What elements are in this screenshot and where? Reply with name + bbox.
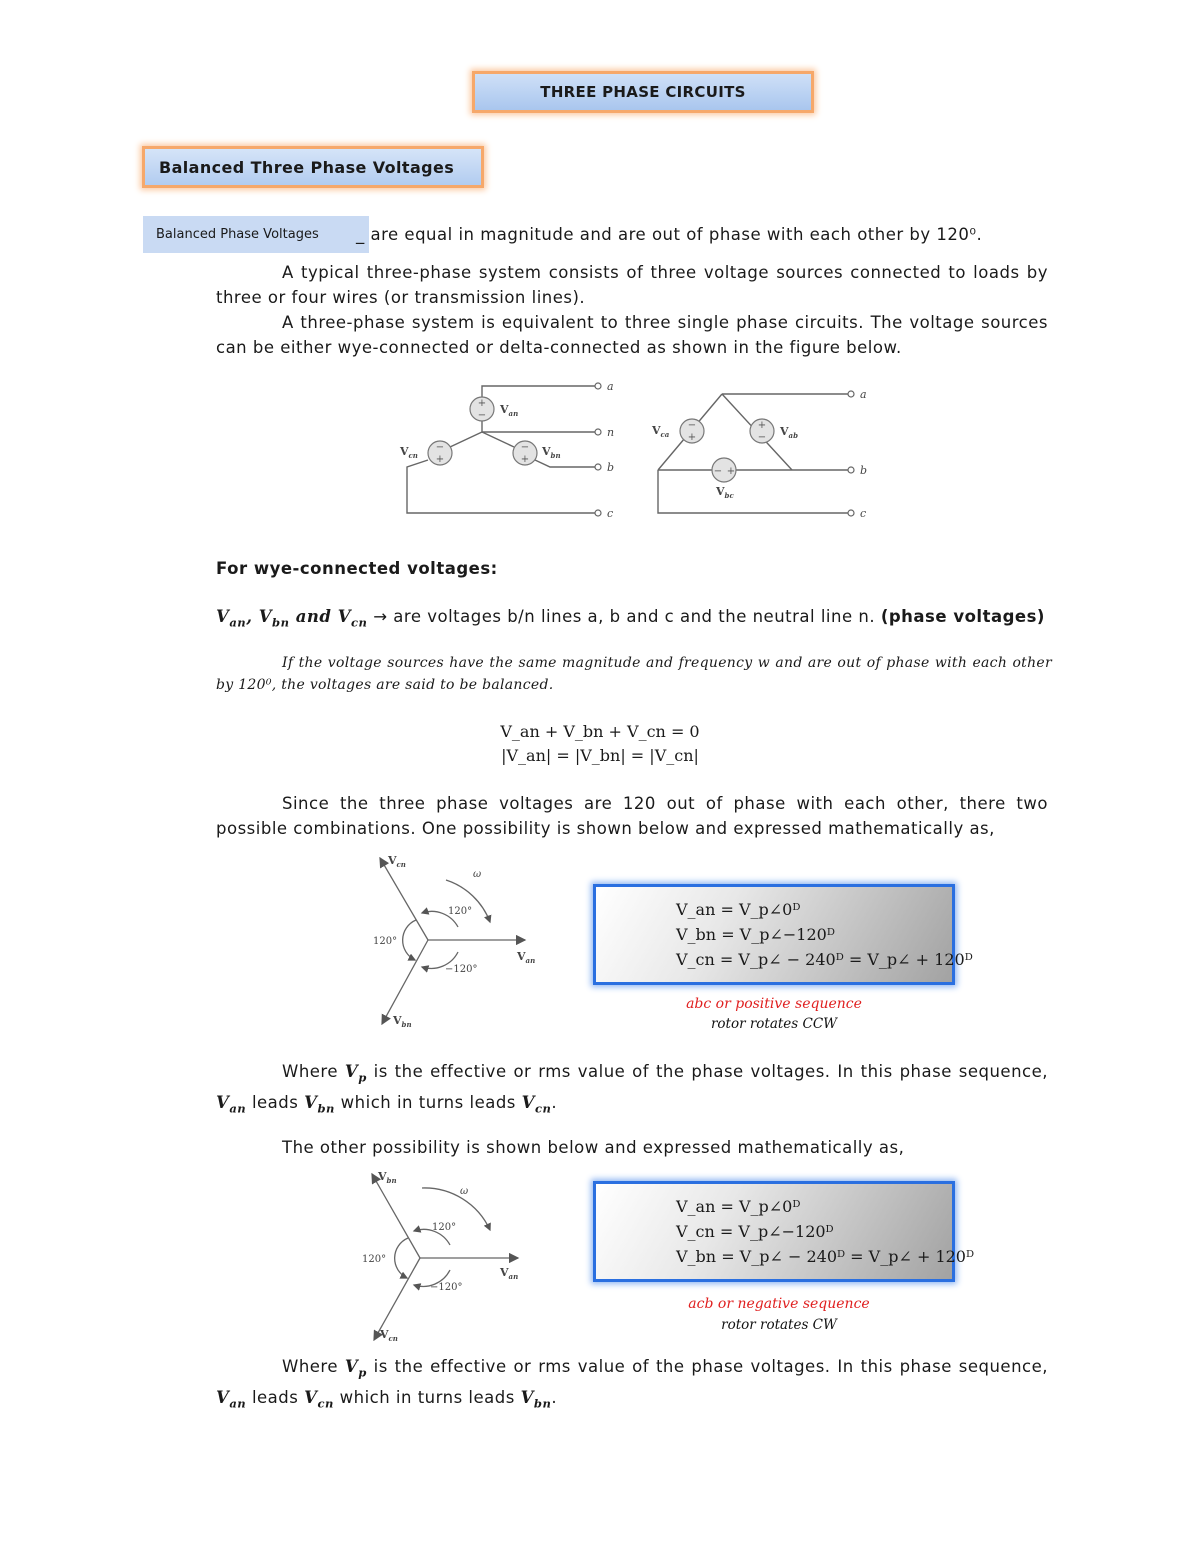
label-van-phasor-2: $V_{an}$ [500,1266,519,1281]
terminal-b [595,464,601,470]
minus-sign: − [435,442,445,453]
wire-cn [450,432,482,447]
page-title: THREE PHASE CIRCUITS [472,71,814,113]
angle-120-left-label-2: 120° [362,1254,387,1265]
label-a-delta: a [860,388,867,401]
label-vcn-phasor-2: $V_{cn}$ [380,1328,398,1343]
wye-definition-text: → are voltages b/n lines a, b and c and the neutral line n. [367,607,881,626]
phasor-vbn [382,940,428,1024]
phasor-diagram-negative [360,1168,550,1348]
terminal-b-delta [848,467,854,473]
terminal-n [595,429,601,435]
balanced-note: If the voltage sources have the same magnitude and frequency w and are out of phase with each other by 120⁰, the voltages are said to be balanced. [216,655,1052,693]
angle-120-label-2: 120° [432,1222,457,1233]
minus-sign: − [713,466,723,477]
plus-sign: + [435,454,445,465]
rotor-cw-label: rotor rotates CW [721,1317,837,1333]
minus-sign: − [687,420,697,431]
omega-label: ω [473,869,482,880]
wye-definition [216,604,1056,635]
symbol-van: $V_{an}$ [216,607,247,630]
wire-a [482,386,595,409]
equation-line-3: V_bn = V_p∠ − 240ᴰ = V_p∠ + 120ᴰ [676,1247,975,1266]
plus-sign: + [687,432,697,443]
angle-120-label: 120° [448,906,473,917]
label-vbn-phasor-2: $V_{bn}$ [378,1170,397,1185]
angle-neg120-label: −120° [445,964,478,975]
label-vca: $V_{ca}$ [652,424,670,439]
equation-line-1: V_an = V_p∠0ᴰ [676,1197,801,1216]
since-paragraph [216,791,1048,841]
omega-label-2: ω [460,1186,469,1197]
intro-line-text: are equal in magnitude and are out of phase with each other by 120⁰. [370,225,983,244]
plus-sign: + [477,398,487,409]
intro-line [356,222,1076,247]
label-van-phasor: $V_{an}$ [517,950,536,965]
and-word: and [289,607,338,626]
equation-line-2: V_bn = V_p∠−120ᴰ [676,925,835,944]
negative-sequence-label: acb or negative sequence [688,1296,870,1312]
symbol-vcn: $V_{cn}$ [337,607,368,630]
intro-paragraphs [216,260,1048,360]
label-b: b [607,461,615,474]
equation-line-1: V_an = V_p∠0ᴰ [676,900,801,919]
wye-delta-circuit-figure [390,375,880,525]
equation-line-3: V_cn = V_p∠ − 240ᴰ = V_p∠ + 120ᴰ [676,950,973,969]
positive-sequence-label: abc or positive sequence [686,996,862,1012]
label-b-delta: b [860,464,868,477]
label-vbn: $V_{bn}$ [542,445,561,460]
plus-sign: + [520,454,530,465]
label-vbn-phasor: $V_{bn}$ [393,1014,412,1029]
comma: , [246,607,259,626]
sum-equation: V_an + V_bn + V_cn = 0 [500,722,700,741]
wye-heading: For wye-connected voltages: [216,559,498,578]
angle-120-left-label: 120° [373,936,398,947]
where-paragraph-1: Where $V_p$ is the effective or rms value of the phase voltages. In this phase sequence, $V_{an}$ leads $V_{bn}$ which in turns leads $V_{cn}$. [216,1062,1049,1116]
plus-sign: + [757,420,767,431]
symbol-vbn: $V_{bn}$ [258,607,290,630]
phasor-vcn [380,858,428,940]
magnitude-equation: |V_an| = |V_bn| = |V_cn| [501,746,699,765]
angle-neg120-label-2: −120° [430,1282,463,1293]
terminal-a-delta [848,391,854,397]
phase-voltages-bold: (phase voltages) [880,607,1045,626]
label-vbc: $V_{bc}$ [716,485,734,500]
balanced-equations [400,720,800,768]
minus-sign: − [757,432,767,443]
label-n: n [607,426,615,439]
label-vab: $V_{ab}$ [780,425,798,440]
plus-sign: + [726,466,736,477]
other-possibility: The other possibility is shown below and expressed mathematically as, [282,1138,905,1157]
minus-sign: − [477,410,487,421]
paragraph-typical-system: A typical three-phase system consists of three voltage sources connected to loads by three or four wires (or transmission lines). [216,263,1048,307]
label-vcn: $V_{cn}$ [400,445,418,460]
terminal-c [595,510,601,516]
wire-bn [482,432,514,447]
wire-c [407,460,595,513]
arc-120-left-2 [395,1238,408,1278]
since-text: Since the three phase voltages are 120 out of phase with each other, there two possible combinations. One possibility is shown below and expressed mathematically as, [216,794,1048,838]
paragraph-equivalent: A three-phase system is equivalent to three single phase circuits. The voltage sources can be either wye-connected or delta-connected as shown in the figure below. [216,313,1048,357]
phasor-vbn-2 [372,1174,420,1258]
label-vcn-phasor: $V_{cn}$ [388,854,406,869]
label-c: c [607,507,614,520]
positive-sequence-equations [593,884,973,985]
wire-c-delta [658,470,848,513]
tag-dash: _ [356,225,365,244]
where-paragraph-2: Where $V_p$ is the effective or rms value of the phase voltages. In this phase sequence, $V_{an}$ leads $V_{cn}$ which in turns leads $V_{bn}$. [216,1357,1049,1411]
equation-line-2: V_cn = V_p∠−120ᴰ [676,1222,834,1241]
label-van: $V_{an}$ [500,403,519,418]
label-a: a [607,380,614,393]
wire-b [535,460,595,467]
rotor-ccw-label: rotor rotates CCW [710,1016,838,1032]
terminal-a [595,383,601,389]
negative-sequence-equations [593,1181,975,1282]
phasor-diagram-positive [360,852,550,1032]
terminal-c-delta [848,510,854,516]
arc-120-left [403,920,416,960]
section-heading: Balanced Three Phase Voltages [142,146,484,188]
term-tag: Balanced Phase Voltages [143,216,369,253]
label-c-delta: c [860,507,867,520]
minus-sign: − [520,442,530,453]
